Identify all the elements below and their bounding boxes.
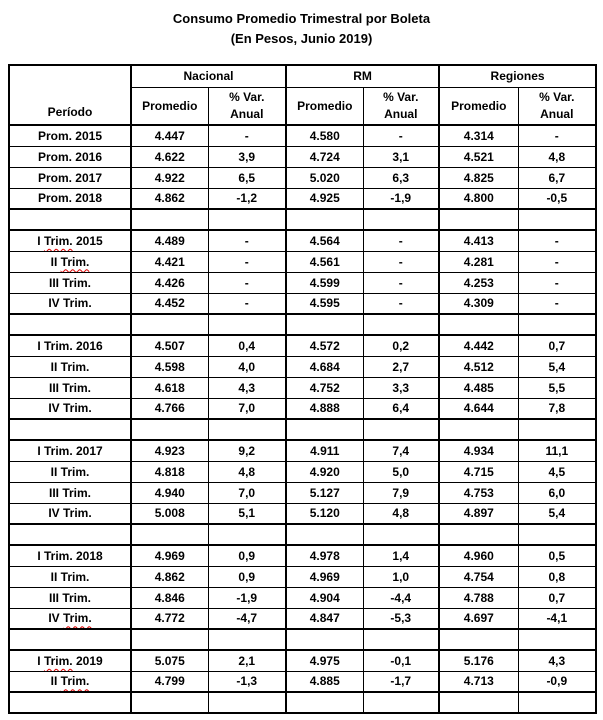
separator-row [9,524,596,545]
value-cell: 4,8 [518,146,596,167]
value-cell: 5,4 [518,503,596,524]
value-cell: -4,7 [208,608,286,629]
value-cell: - [363,251,439,272]
value-cell: 4.969 [286,566,363,587]
value-cell: 4.911 [286,440,363,461]
table-row [9,146,596,167]
value-cell: - [208,230,286,251]
value-cell: 0,9 [208,566,286,587]
period-cell [9,524,131,545]
period-cell [9,314,131,335]
value-cell: 2,7 [363,356,439,377]
separator-row [9,692,596,713]
var-label-line1: % Var. [539,89,575,104]
value-cell [208,209,286,230]
period-cell: II Trim. [9,251,131,272]
value-cell [208,629,286,650]
value-cell: 5.120 [286,503,363,524]
table-row [9,251,596,272]
value-cell: - [518,293,596,314]
value-cell: - [363,272,439,293]
value-cell: 5.075 [131,650,208,671]
value-cell: 4.772 [131,608,208,629]
table-row [9,482,596,503]
value-cell [286,692,363,713]
value-cell: 4.595 [286,293,363,314]
var-label-line1: % Var. [229,89,265,104]
separator-row [9,314,596,335]
value-cell: 4,8 [208,461,286,482]
value-cell: 4.818 [131,461,208,482]
value-cell [518,692,596,713]
value-cell: 4.920 [286,461,363,482]
value-cell: 4.452 [131,293,208,314]
period-cell: IV Trim. [9,503,131,524]
value-cell: 4.598 [131,356,208,377]
period-cell: III Trim. [9,587,131,608]
value-cell: 4.897 [439,503,518,524]
value-cell [286,524,363,545]
var-label-line2: Anual [540,106,574,121]
value-cell [518,314,596,335]
value-cell: 4.904 [286,587,363,608]
value-cell: 4,3 [208,377,286,398]
value-cell: -4,1 [518,608,596,629]
table-row [9,608,596,629]
value-cell [518,524,596,545]
table-row [9,188,596,209]
value-cell: - [208,272,286,293]
period-cell [9,419,131,440]
table-row [9,167,596,188]
value-cell: 4.922 [131,167,208,188]
value-cell: 6,0 [518,482,596,503]
value-cell: 4.309 [439,293,518,314]
value-cell: 5,1 [208,503,286,524]
value-cell: 5.020 [286,167,363,188]
value-cell: 4.644 [439,398,518,419]
value-cell: 4.799 [131,671,208,692]
value-cell: 4.847 [286,608,363,629]
value-cell: 0,7 [518,587,596,608]
value-cell: -1,9 [208,587,286,608]
value-cell: 4.622 [131,146,208,167]
misspelled-word: Trim. [43,653,73,668]
value-cell: 4.253 [439,272,518,293]
period-cell: IV Trim. [9,293,131,314]
value-cell: 4.572 [286,335,363,356]
value-cell: 5.008 [131,503,208,524]
period-cell [9,629,131,650]
misspelled-word: Trim. [60,674,90,689]
value-cell: 6,3 [363,167,439,188]
value-cell: 5.127 [286,482,363,503]
table-row [9,650,596,671]
period-cell: II Trim. [9,356,131,377]
value-cell: 4.766 [131,398,208,419]
value-cell: 3,3 [363,377,439,398]
value-cell [286,629,363,650]
value-cell [131,419,208,440]
period-cell: I Trim. 2017 [9,440,131,461]
separator-row [9,629,596,650]
subheader-rm-var [363,87,439,125]
value-cell: 7,0 [208,482,286,503]
table-row [9,461,596,482]
value-cell [208,524,286,545]
value-cell [363,524,439,545]
period-cell: II Trim. [9,671,131,692]
value-cell: 4.713 [439,671,518,692]
value-cell: - [363,125,439,146]
subheader-regiones-var [518,87,596,125]
value-cell: -0,9 [518,671,596,692]
table-row [9,125,596,146]
period-cell: I Trim. 2016 [9,335,131,356]
value-cell: 4.888 [286,398,363,419]
value-cell: 6,4 [363,398,439,419]
value-cell: 4.618 [131,377,208,398]
table-row [9,587,596,608]
value-cell: 4.521 [439,146,518,167]
group-header-row [9,65,596,87]
value-cell: 9,2 [208,440,286,461]
value-cell: 0,8 [518,566,596,587]
value-cell: - [208,251,286,272]
value-cell: - [518,125,596,146]
value-cell [131,692,208,713]
period-cell: Prom. 2017 [9,167,131,188]
value-cell: 4.846 [131,587,208,608]
value-cell: 4.281 [439,251,518,272]
value-cell: 4.413 [439,230,518,251]
value-cell: 4.754 [439,566,518,587]
value-cell: 0,9 [208,545,286,566]
group-header-regiones: Regiones [439,65,596,87]
value-cell: 4.421 [131,251,208,272]
period-cell: I Trim. 2015 [9,230,131,251]
value-cell: 4.442 [439,335,518,356]
value-cell: 4.561 [286,251,363,272]
value-cell: 4.940 [131,482,208,503]
period-cell: I Trim. 2018 [9,545,131,566]
value-cell: 2,1 [208,650,286,671]
value-cell: -4,4 [363,587,439,608]
value-cell [131,209,208,230]
table-row [9,398,596,419]
misspelled-word: Trim. [62,611,92,626]
value-cell: 4.969 [131,545,208,566]
value-cell [131,629,208,650]
value-cell: 5.176 [439,650,518,671]
value-cell: -1,2 [208,188,286,209]
value-cell: - [518,272,596,293]
value-cell [286,209,363,230]
period-cell: Prom. 2016 [9,146,131,167]
value-cell: 4,3 [518,650,596,671]
table-row [9,293,596,314]
period-cell [9,692,131,713]
value-cell: 0,4 [208,335,286,356]
value-cell: 4.960 [439,545,518,566]
value-cell: 1,4 [363,545,439,566]
table-row [9,377,596,398]
period-cell [9,209,131,230]
subheader-nacional-promedio: Promedio [131,87,208,125]
value-cell: - [363,230,439,251]
value-cell: 7,9 [363,482,439,503]
subheader-regiones-promedio: Promedio [439,87,518,125]
consumption-table [8,64,597,714]
table-row [9,230,596,251]
value-cell: 5,0 [363,461,439,482]
value-cell: 4.925 [286,188,363,209]
period-cell: Prom. 2018 [9,188,131,209]
value-cell: 6,7 [518,167,596,188]
value-cell [363,629,439,650]
title-table-spacer [8,49,595,64]
period-cell: III Trim. [9,272,131,293]
table-header [9,65,596,125]
value-cell: 4,0 [208,356,286,377]
value-cell: 0,7 [518,335,596,356]
period-cell: IV Trim. [9,608,131,629]
period-column-header: Período [9,65,131,125]
value-cell: 1,0 [363,566,439,587]
period-cell: IV Trim. [9,398,131,419]
value-cell: -1,9 [363,188,439,209]
value-cell: 4.564 [286,230,363,251]
value-cell [208,314,286,335]
value-cell: 11,1 [518,440,596,461]
title-line-1: Consumo Promedio Trimestral por Boleta [172,11,431,26]
value-cell: 4.724 [286,146,363,167]
value-cell [439,629,518,650]
value-cell: 0,2 [363,335,439,356]
value-cell: - [518,251,596,272]
value-cell: 4.862 [131,566,208,587]
value-cell: 4.512 [439,356,518,377]
period-cell: I Trim. 2019 [9,650,131,671]
value-cell: 4.485 [439,377,518,398]
table-row [9,272,596,293]
table-row [9,671,596,692]
value-cell [131,314,208,335]
value-cell: 3,9 [208,146,286,167]
var-label-line2: Anual [384,106,418,121]
table-body [9,125,596,713]
value-cell [363,692,439,713]
value-cell [439,692,518,713]
var-label-line2: Anual [230,106,264,121]
value-cell [286,419,363,440]
value-cell: 4.447 [131,125,208,146]
value-cell: 4.923 [131,440,208,461]
value-cell [286,314,363,335]
value-cell: -0,5 [518,188,596,209]
value-cell: 4.697 [439,608,518,629]
period-cell: II Trim. [9,566,131,587]
subheader-rm-promedio: Promedio [286,87,363,125]
value-cell [363,314,439,335]
value-cell: 4.975 [286,650,363,671]
value-cell: 4.753 [439,482,518,503]
value-cell [208,419,286,440]
period-cell: III Trim. [9,482,131,503]
separator-row [9,209,596,230]
subheader-nacional-var [208,87,286,125]
value-cell [131,524,208,545]
table-row [9,545,596,566]
misspelled-word: Trim. [60,254,90,269]
value-cell [518,629,596,650]
period-cell: II Trim. [9,461,131,482]
var-label-line1: % Var. [383,89,419,104]
value-cell: 7,8 [518,398,596,419]
page-title [8,0,595,49]
value-cell: 0,5 [518,545,596,566]
value-cell: - [518,230,596,251]
value-cell: 4.580 [286,125,363,146]
value-cell: 4.862 [131,188,208,209]
value-cell: 4.934 [439,440,518,461]
period-cell: Prom. 2015 [9,125,131,146]
value-cell: 4.507 [131,335,208,356]
misspelled-word: Trim. [43,233,73,248]
value-cell: 4,8 [363,503,439,524]
value-cell: 4.885 [286,671,363,692]
group-header-nacional: Nacional [131,65,286,87]
value-cell [518,209,596,230]
period-cell: III Trim. [9,377,131,398]
value-cell: 5,4 [518,356,596,377]
value-cell [363,209,439,230]
value-cell: - [208,125,286,146]
table-row [9,503,596,524]
value-cell: 6,5 [208,167,286,188]
value-cell [439,314,518,335]
value-cell [439,419,518,440]
value-cell: - [208,293,286,314]
value-cell: 4.426 [131,272,208,293]
table-row [9,356,596,377]
value-cell: 4.800 [439,188,518,209]
value-cell: 4.788 [439,587,518,608]
value-cell: - [363,293,439,314]
value-cell: 4.825 [439,167,518,188]
value-cell: -1,3 [208,671,286,692]
value-cell: 5,5 [518,377,596,398]
table-row [9,440,596,461]
value-cell: 4.752 [286,377,363,398]
separator-row [9,419,596,440]
value-cell [439,209,518,230]
table-row [9,335,596,356]
value-cell: 4.314 [439,125,518,146]
value-cell: 7,4 [363,440,439,461]
value-cell: -5,3 [363,608,439,629]
value-cell: 7,0 [208,398,286,419]
value-cell: 4.599 [286,272,363,293]
value-cell: -0,1 [363,650,439,671]
value-cell: 4.489 [131,230,208,251]
value-cell [363,419,439,440]
value-cell [439,524,518,545]
value-cell: 4,5 [518,461,596,482]
group-header-rm: RM [286,65,439,87]
value-cell: 3,1 [363,146,439,167]
title-line-2: (En Pesos, Junio 2019) [230,31,373,46]
value-cell: 4.715 [439,461,518,482]
value-cell [518,419,596,440]
value-cell: -1,7 [363,671,439,692]
value-cell: 4.684 [286,356,363,377]
value-cell: 4.978 [286,545,363,566]
value-cell [208,692,286,713]
table-row [9,566,596,587]
